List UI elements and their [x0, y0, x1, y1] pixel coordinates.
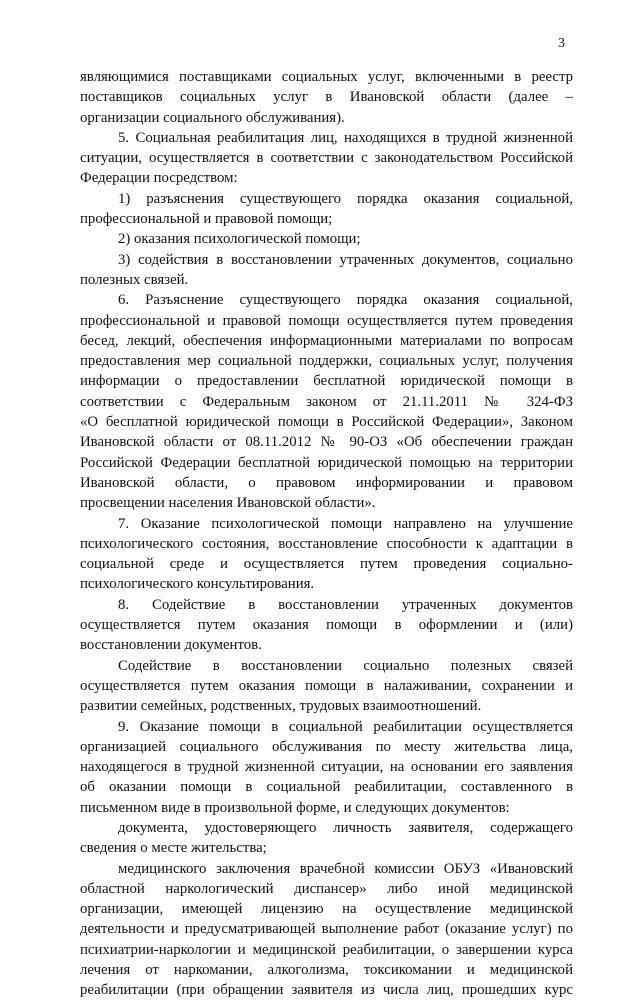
text-line: деятельности и предусматривающей выполнение работ (оказание услуг) по — [80, 921, 573, 938]
text-line: просвещении населения Ивановской области». — [80, 495, 376, 512]
text-line: организации, имеющей лицензию на осуществление медицинской — [80, 901, 573, 918]
text-line: письменном виде в произвольной форме, и следующих документов: — [80, 799, 510, 816]
text-line: ситуации, осуществляется в соответствии с законодательством Российской — [80, 150, 573, 167]
text-line: 5. Социальная реабилитация лиц, находящихся в трудной жизненной — [118, 129, 573, 146]
text-line: находящегося в трудной жизненной ситуации, на основании его заявления — [80, 759, 573, 776]
text-line: осуществляется путем оказания помощи в оформлении и (или) — [80, 617, 573, 634]
text-line: «О бесплатной юридической помощи в Российской Федерации», Законом — [80, 414, 573, 431]
text-line: профессиональной и правовой помощи осуществляется путем проведения — [80, 312, 573, 329]
text-line: предоставления мер социальной поддержки, социальных услуг, получения — [80, 353, 573, 370]
text-line: психологического состояния, восстановление способности к адаптации в — [80, 535, 573, 552]
text-line: восстановлении документов. — [80, 637, 262, 654]
text-line: социальной среде и осуществляется путем проведения социально- — [80, 556, 573, 573]
text-line: 6. Разъяснение существующего порядка оказания социальной, — [118, 292, 573, 309]
text-line: полезных связей. — [80, 271, 189, 288]
text-line: 2) оказания психологической помощи; — [118, 231, 361, 248]
text-line: являющимися поставщиками социальных услуг, включенными в реестр — [80, 69, 573, 85]
text-line: лечения от наркомании, алкоголизма, токсикомании и медицинской — [80, 962, 573, 979]
text-line: психологического консультирования. — [80, 576, 315, 593]
text-line: Федерации посредством: — [80, 170, 238, 187]
text-line: осуществляется путем оказания помощи в налаживании, сохранении и — [80, 677, 573, 694]
text-line: развитии семейных, родственных, трудовых взаимоотношений. — [80, 698, 482, 715]
text-line: 7. Оказание психологической помощи направлено на улучшение — [118, 515, 573, 532]
text-line: бесед, лекций, обеспечения информационными материалами по вопросам — [80, 332, 573, 349]
text-line: 1) разъяснения существующего порядка оказания социальной, — [118, 190, 573, 207]
text-line: реабилитации (при обращении заявителя из числа лиц, прошедших курс — [80, 982, 573, 999]
text-line: 8. Содействие в восстановлении утраченных документов — [118, 596, 573, 613]
text-line: Содействие в восстановлении социально полезных связей — [118, 657, 573, 674]
text-line: организации социального обслуживания). — [80, 109, 345, 126]
page-number: 3 — [558, 36, 565, 51]
text-line: Ивановской области, о правовом информировании и правовом — [80, 474, 573, 491]
text-line: 9. Оказание помощи в социальной реабилитации осуществляется — [118, 718, 573, 735]
text-line: об оказании помощи в социальной реабилитации, составленного в — [80, 779, 573, 796]
document-body — [80, 67, 573, 1001]
text-line: документа, удостоверяющего личность заявителя, содержащего — [118, 819, 573, 836]
text-line: профессиональной и правовой помощи; — [80, 211, 333, 228]
text-line: сведения о месте жительства; — [80, 840, 267, 857]
text-line: психиатрии-наркологии и медицинской реабилитации, о завершении курса — [80, 941, 573, 958]
text-line: медицинского заключения врачебной комиссии ОБУЗ «Ивановский — [118, 860, 573, 877]
text-line: поставщиков социальных услуг в Ивановской области (далее – — [80, 89, 573, 106]
text-line: информации о предоставлении бесплатной юридической помощи в — [80, 373, 573, 390]
text-line: организацией социального обслуживания по месту жительства лица, — [80, 738, 573, 755]
text-line: 3) содействия в восстановлении утраченных документов, социально — [118, 251, 573, 268]
text-line: областной наркологический диспансер» либо иной медицинской — [80, 880, 573, 897]
text-line: Российской Федерации бесплатной юридической помощью на территории — [80, 454, 573, 471]
text-line: Ивановской области от 08.11.2012 № 90-ОЗ «Об обеспечении граждан — [80, 434, 573, 451]
text-line: соответствии с Федеральным законом от 21.11.2011 № 324-ФЗ — [80, 393, 573, 410]
